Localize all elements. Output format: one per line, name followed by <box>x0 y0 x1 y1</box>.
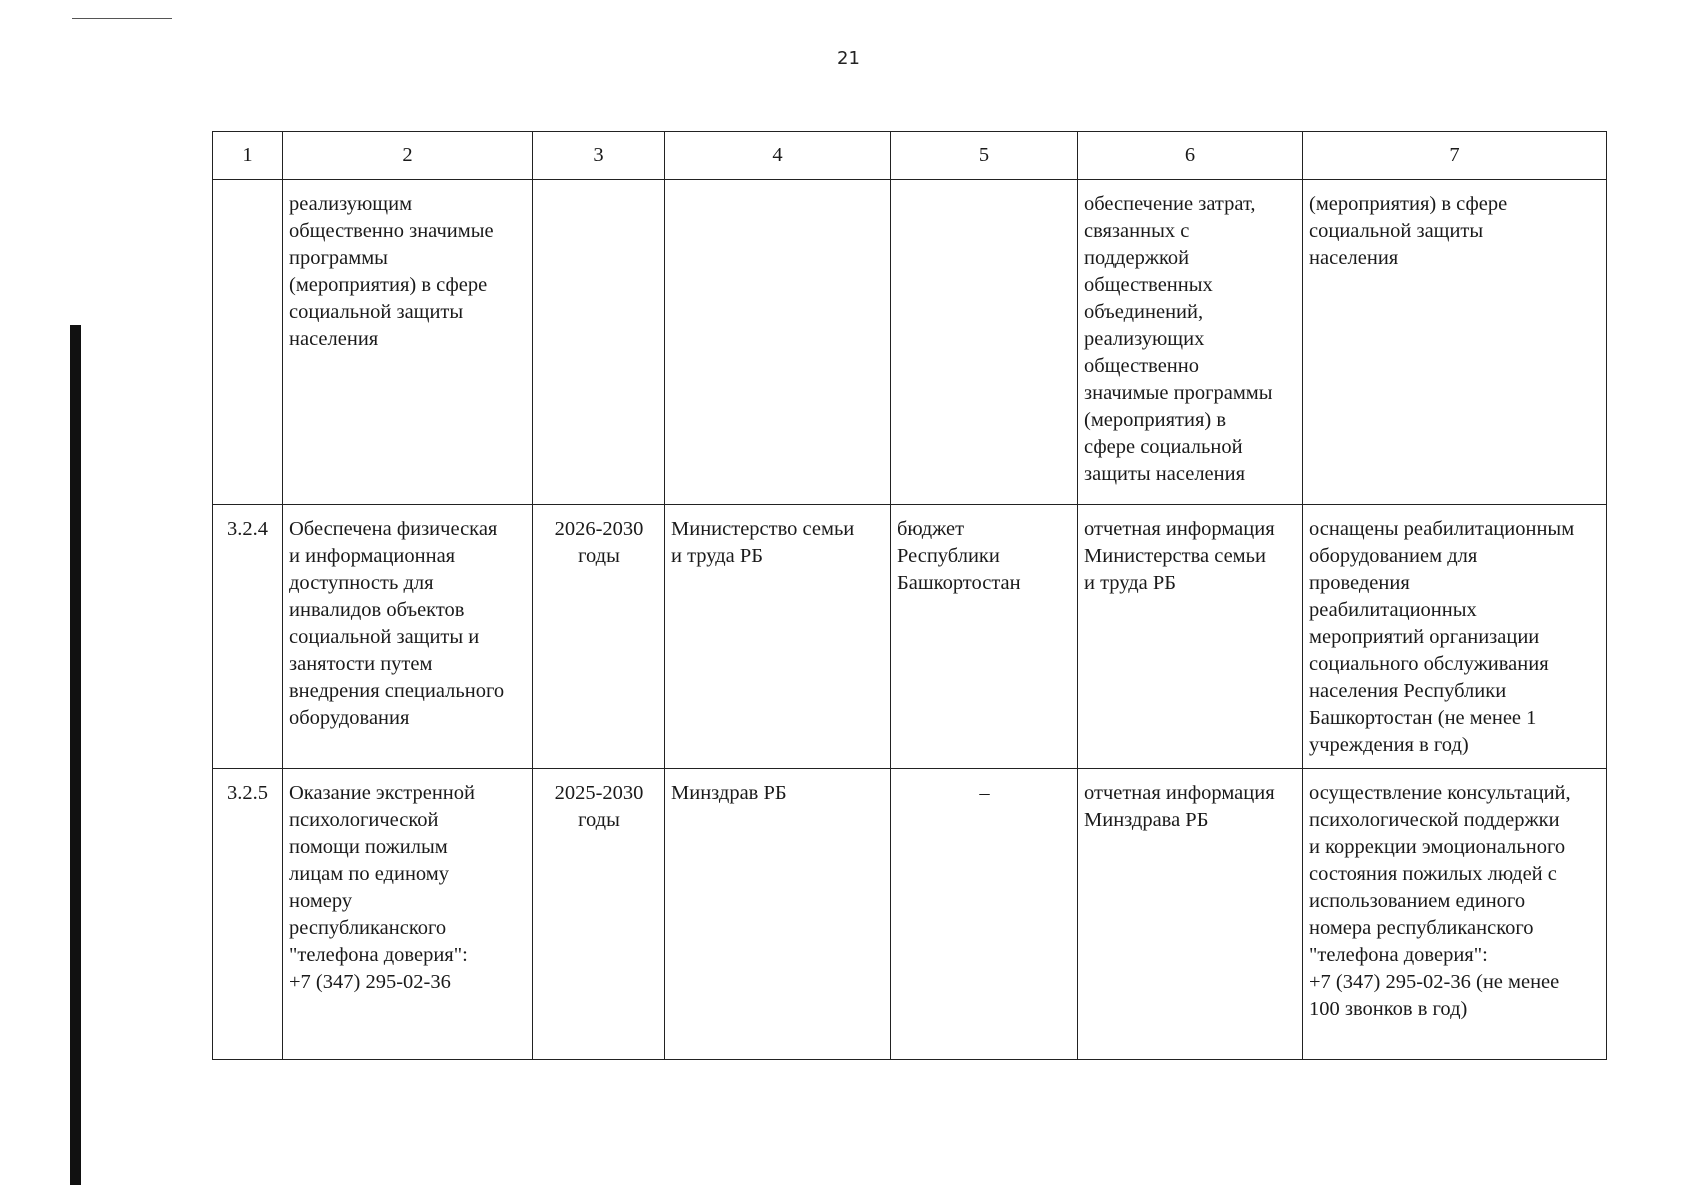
header-cell: 2 <box>283 132 533 180</box>
measures-table <box>212 131 1607 1060</box>
expected-result-cell: осуществление консультаций, психологической поддержки и коррекции эмоционального состояния пожилых людей с использованием единого номера республиканского "телефона доверия": +7 (347) 295-02-36 (не менее 100 звонков в год) <box>1303 769 1607 1060</box>
reporting-form-cell: отчетная информация Министерства семьи и труда РБ <box>1078 505 1303 769</box>
table-row <box>213 769 1607 1060</box>
period-cell: 2025-2030 годы <box>533 769 665 1060</box>
page-number: 21 <box>837 48 860 69</box>
funding-source-cell: – <box>891 769 1078 1060</box>
header-cell: 1 <box>213 132 283 180</box>
reporting-form-cell: отчетная информация Минздрава РБ <box>1078 769 1303 1060</box>
reporting-form-cell: обеспечение затрат, связанных с поддержкой общественных объединений, реализующих общественно значимые программы (мероприятия) в сфере социальной защиты населения <box>1078 180 1303 505</box>
executor-cell <box>665 180 891 505</box>
expected-result-cell: оснащены реабилитационным оборудованием для проведения реабилитационных мероприятий организации социального обслуживания населения Республики Башкортостан (не менее 1 учреждения в год) <box>1303 505 1607 769</box>
expected-result-cell: (мероприятия) в сфере социальной защиты населения <box>1303 180 1607 505</box>
table-row <box>213 505 1607 769</box>
header-cell: 5 <box>891 132 1078 180</box>
funding-source-cell <box>891 180 1078 505</box>
measure-name-cell: реализующим общественно значимые программы (мероприятия) в сфере социальной защиты населения <box>283 180 533 505</box>
funding-source-cell: бюджет Республики Башкортостан <box>891 505 1078 769</box>
top-rule <box>72 18 172 19</box>
header-cell: 4 <box>665 132 891 180</box>
measure-name-cell: Оказание экстренной психологической помощи пожилым лицам по единому номеру республиканского "телефона доверия": +7 (347) 295-02-36 <box>283 769 533 1060</box>
header-cell: 6 <box>1078 132 1303 180</box>
table-row <box>213 180 1607 505</box>
period-cell: 2026-2030 годы <box>533 505 665 769</box>
header-cell: 3 <box>533 132 665 180</box>
item-number-cell: 3.2.5 <box>213 769 283 1060</box>
item-number-cell <box>213 180 283 505</box>
measure-name-cell: Обеспечена физическая и информационная доступность для инвалидов объектов социальной защиты и занятости путем внедрения специального оборудования <box>283 505 533 769</box>
item-number-cell: 3.2.4 <box>213 505 283 769</box>
executor-cell: Министерство семьи и труда РБ <box>665 505 891 769</box>
header-cell: 7 <box>1303 132 1607 180</box>
executor-cell: Минздрав РБ <box>665 769 891 1060</box>
binding-bar <box>70 325 81 1185</box>
header-row <box>213 132 1607 180</box>
period-cell <box>533 180 665 505</box>
